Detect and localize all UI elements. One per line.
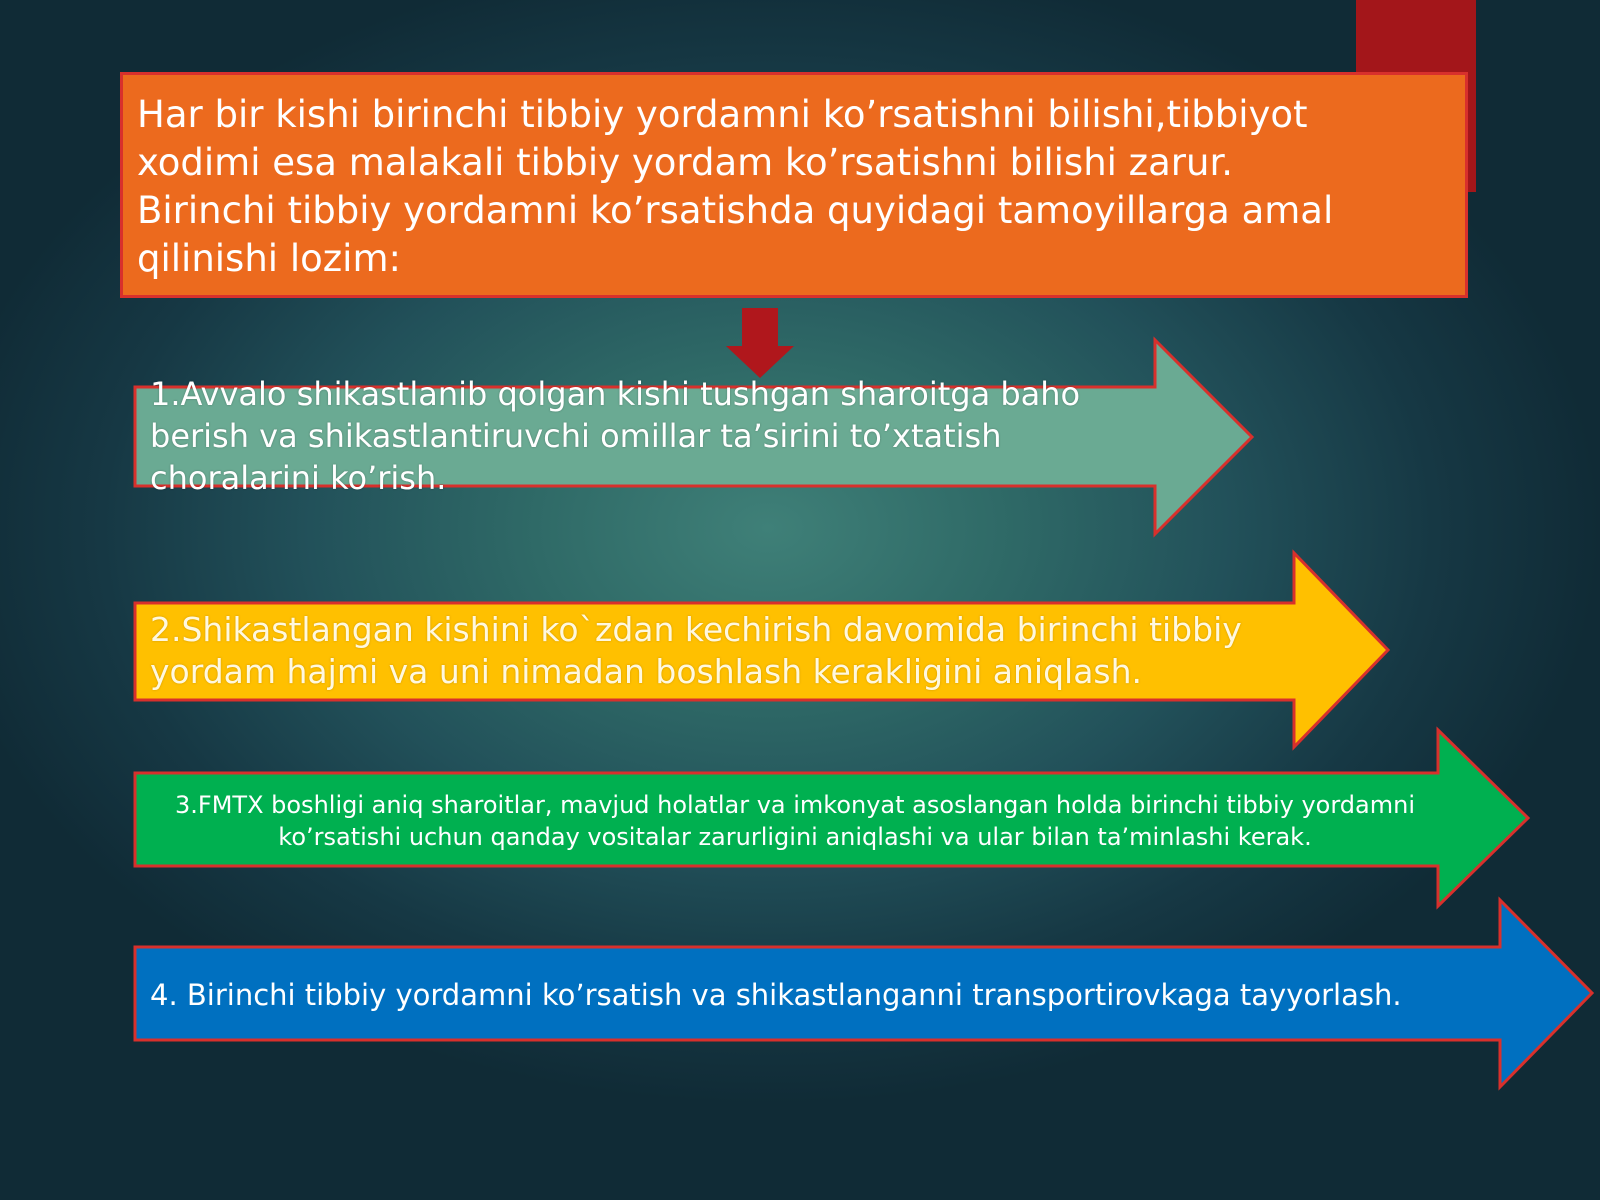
step-1-line-3: choralarini ko’rish. (150, 459, 447, 497)
intro-line-1: Har bir kishi birinchi tibbiy yordamni ko’rsatishni bilishi,tibbiyot (137, 93, 1308, 136)
step-2-line-1: 2.Shikastlangan kishini ko`zdan kechirish davomida birinchi tibbiy (150, 610, 1242, 649)
step-4-text (150, 976, 1500, 1014)
step-3-text (150, 789, 1440, 853)
step-2-line-2: yordam hajmi va uni nimadan boshlash kerakligini aniqlash. (150, 652, 1143, 691)
step-1-text (150, 373, 1150, 499)
intro-line-2: xodimi esa malakali tibbiy yordam ko’rsatishni bilishi zarur. (137, 141, 1234, 184)
step-3-line-2: ko’rsatishi uchun qanday vositalar zarurligini aniqlashi va ular bilan ta’minlashi kerak. (278, 823, 1312, 851)
down-arrow-icon (726, 308, 794, 378)
intro-line-3: Birinchi tibbiy yordamni ko’rsatishda quyidagi tamoyillarga amal (137, 189, 1334, 232)
intro-line-4: qilinishi lozim: (137, 237, 401, 280)
step-1-line-2: berish va shikastlantiruvchi omillar ta’sirini to’xtatish (150, 417, 1002, 455)
step-4-line-1: 4. Birinchi tibbiy yordamni ko’rsatish va shikastlanganni transportirovkaga tayyorlash. (150, 978, 1402, 1012)
step-2-text (150, 609, 1310, 693)
step-3-line-1: 3.FMTX boshligi aniq sharoitlar, mavjud holatlar va imkonyat asoslangan holda birinchi tibbiy yordamni (175, 791, 1415, 819)
step-1-line-1: 1.Avvalo shikastlanib qolgan kishi tushgan sharoitga baho (150, 375, 1081, 413)
